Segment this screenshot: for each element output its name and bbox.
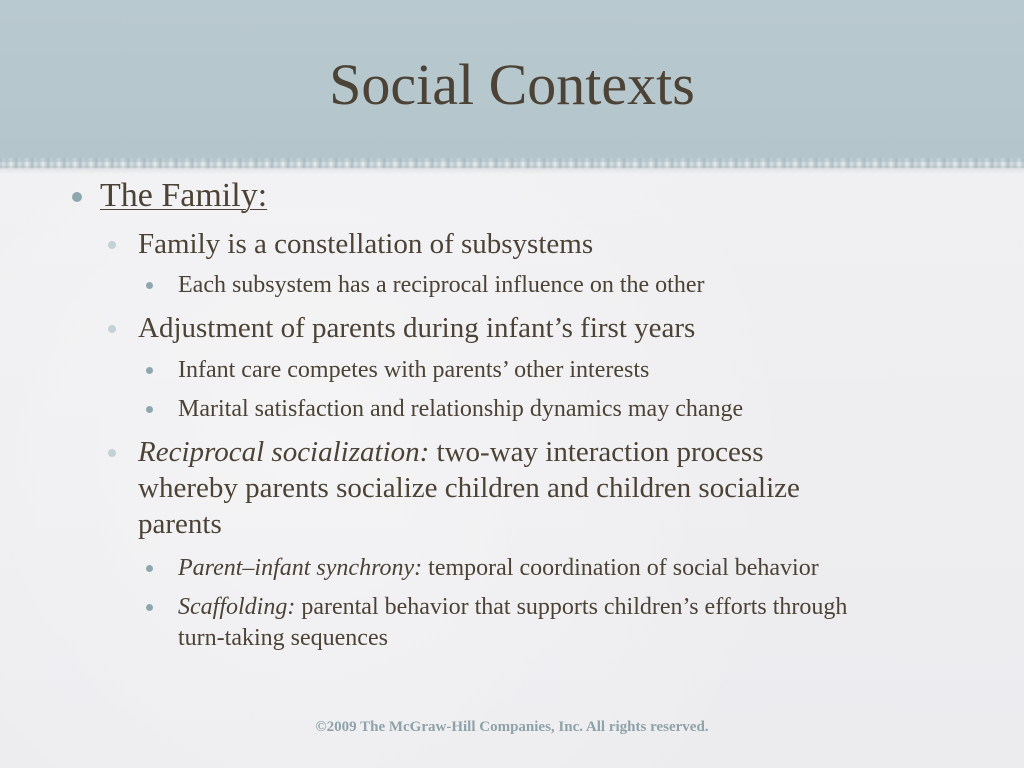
copyright-footer: ©2009 The McGraw-Hill Companies, Inc. All rights reserved. [315, 719, 709, 735]
bullet-dot-icon [146, 282, 153, 289]
bullet-dot-icon [108, 449, 116, 457]
scaffolding-line-1 [178, 592, 978, 623]
bullet-adjustment-point-2 [178, 394, 978, 425]
subsystems-heading: Family is a constellation of subsystems [138, 228, 594, 260]
slide-title: Social Contexts [329, 52, 695, 117]
scaffolding-definition-2: turn-taking sequences [178, 625, 388, 651]
reciprocal-definition-1: two-way interaction process [436, 436, 764, 468]
bullet-dot-icon [108, 325, 116, 333]
reciprocal-term: Reciprocal socialization: [138, 436, 430, 468]
reciprocal-definition-2: whereby parents socialize children and children socialize [138, 472, 800, 504]
bullet-dot-icon [146, 604, 153, 611]
bullet-synchrony [178, 553, 978, 584]
synchrony-definition: temporal coordination of social behavior [428, 555, 819, 581]
reciprocal-definition-3: parents [138, 508, 222, 540]
bullet-adjustment [138, 310, 938, 346]
bullet-scaffolding [178, 592, 978, 654]
bullet-family [100, 176, 267, 216]
bullet-dot-icon [146, 406, 153, 413]
synchrony-term: Parent–infant synchrony: [178, 555, 423, 581]
bullet-dot-icon [146, 367, 153, 374]
scaffolding-term: Scaffolding: [178, 594, 296, 620]
bullet-adjustment-point-1 [178, 355, 978, 386]
bullet-dot-icon [146, 565, 153, 572]
adjustment-point: Infant care competes with parents’ other interests [178, 357, 650, 383]
bullet-reciprocal-socialization [138, 434, 938, 542]
bullet-subsystems-point [178, 270, 978, 301]
subsystems-point: Each subsystem has a reciprocal influence on the other [178, 272, 705, 298]
scaffolding-definition-1: parental behavior that supports children’s efforts through [301, 594, 848, 620]
bullet-subsystems [138, 226, 938, 262]
adjustment-heading: Adjustment of parents during infant’s first years [138, 312, 696, 344]
reciprocal-line-1 [138, 434, 938, 470]
bullet-dot-icon [108, 241, 116, 249]
adjustment-point: Marital satisfaction and relationship dynamics may change [178, 396, 744, 422]
title-band-shadow [0, 166, 1024, 174]
family-heading: The Family: [100, 177, 268, 214]
bullet-dot-icon [72, 192, 82, 202]
